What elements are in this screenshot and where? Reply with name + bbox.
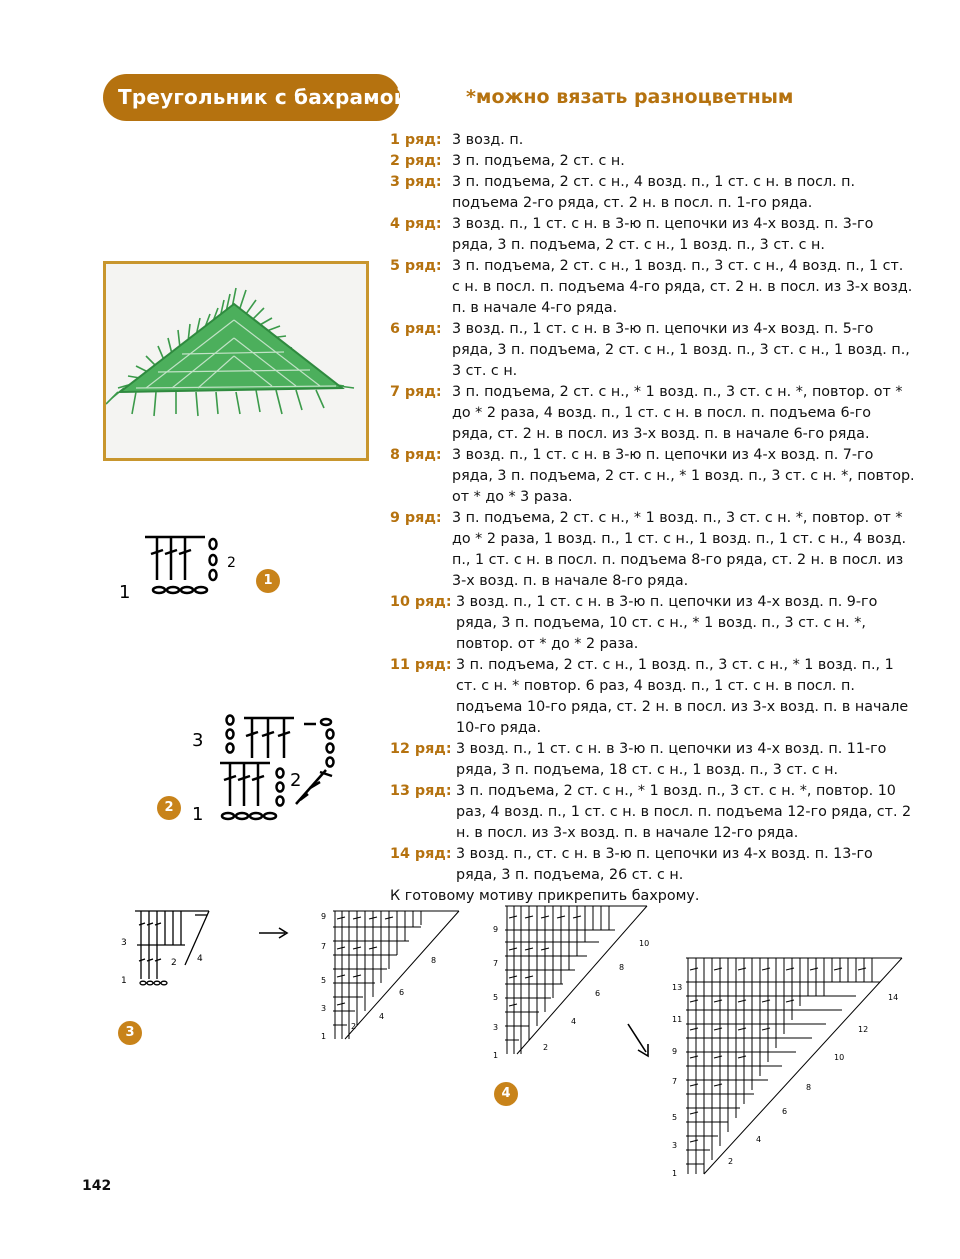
triangle-body [120, 304, 342, 392]
row-number: 1 [121, 976, 127, 986]
row-number: 3 [493, 1023, 499, 1032]
row-label: 7 ряд: [390, 384, 442, 400]
step-badge: 2 [157, 796, 181, 820]
row-number: 2 [227, 555, 236, 571]
chart-rows-1-14 [670, 952, 910, 1180]
row-number: 7 [672, 1077, 678, 1086]
row-number: 2 [171, 958, 177, 968]
row-text: 3 возд. п., ст. с н. в 3-ю п. цепочки из 4-х возд. п. 13-го ряда, 3 п. подъема, 26 ст. с н. [456, 846, 873, 883]
row-number: 10 [834, 1053, 845, 1062]
chart-rows-1-2 [115, 530, 245, 605]
crochet-triangle-image [106, 264, 366, 458]
row-number: 3 [121, 938, 127, 948]
row-text: 3 п. подъема, 2 ст. с н., * 1 возд. п., 3 ст. с н. *, повтор. от * до * 2 раза, 4 возд. п., 1 ст. с н. в посл. п. подъема 6-го ряда, ст. 2 н. в посл. из 3-х возд. п. в начале 6-го ряда. [452, 384, 903, 442]
fringe-bottom [132, 390, 324, 416]
row-instructions [390, 130, 915, 907]
row-number: 5 [321, 976, 327, 985]
row-instruction [390, 256, 915, 319]
row-instruction [390, 382, 915, 445]
row-instruction [390, 130, 915, 151]
row-number: 9 [493, 925, 499, 934]
row-label: 14 ряд: [390, 846, 452, 862]
row-text: 3 возд. п., 1 ст. с н. в 3-ю п. цепочки из 4-х возд. п. 9-го ряда, 3 п. подъема, 10 ст. с н., * 1 возд. п., 3 ст. с н. *, повтор. от * до * 2 раза. [456, 594, 878, 652]
row-number: 2 [543, 1043, 549, 1052]
product-photo [103, 261, 369, 461]
row-label: 13 ряд: [390, 783, 452, 799]
row-instruction [390, 781, 915, 844]
row-number: 1 [192, 804, 204, 825]
row-instruction [390, 151, 915, 172]
row-number: 5 [493, 993, 499, 1002]
section-title: Треугольник с бахрамой [103, 74, 400, 121]
step-badge: 1 [256, 569, 280, 593]
row-label: 12 ряд: [390, 741, 452, 757]
row-text: 3 возд. п. [452, 132, 524, 148]
row-number: 11 [672, 1015, 683, 1024]
row-number: 14 [888, 993, 899, 1002]
row-text: 3 п. подъема, 2 ст. с н., 1 возд. п., 3 ст. с н., 4 возд. п., 1 ст. с н. в посл. п. подъема 4-го ряда, ст. 2 н. в посл. из 3-х возд. п. в начале 4-го ряда. [452, 258, 913, 316]
row-number: 5 [672, 1113, 678, 1122]
row-instruction [390, 655, 915, 739]
arrow-right-icon [257, 925, 291, 941]
step-badge: 4 [494, 1082, 518, 1106]
row-number: 4 [379, 1012, 385, 1021]
row-label: 3 ряд: [390, 174, 442, 190]
row-label: 6 ряд: [390, 321, 442, 337]
row-label: 1 ряд: [390, 132, 442, 148]
row-text: 3 возд. п., 1 ст. с н. в 3-ю п. цепочки из 4-х возд. п. 5-го ряда, 3 п. подъема, 2 ст. с н., 1 возд. п., 3 ст. с н., 1 возд. п., 3 ст. с н. [452, 321, 910, 379]
row-instruction [390, 844, 915, 886]
row-text: 3 п. подъема, 2 ст. с н., * 1 возд. п., 3 ст. с н. *, повтор. от * до * 2 раза, 1 возд. п., 1 ст. с н., 1 возд. п., 1 ст. с н., 4 возд. п., 1 ст. с н. в посл. п. подъема 8-го ряда, ст. 2 н. в посл. из 3-х возд. п. в начале 8-го ряда. [452, 510, 906, 589]
row-text: 3 п. подъема, 2 ст. с н., * 1 возд. п., 3 ст. с н. *, повтор. 10 раз, 4 возд. п., 1 ст. с н. в посл. п. подъема 12-го ряда, ст. 2 н. в посл. из 3-х возд. п. в начале 12-го ряда. [456, 783, 912, 841]
row-label: 2 ряд: [390, 153, 442, 169]
row-instruction [390, 739, 915, 781]
row-text: 3 п. подъема, 2 ст. с н., 1 возд. п., 3 ст. с н., * 1 возд. п., 1 ст. с н. * повтор. 6 раз, 4 возд. п., 1 ст. с н. в посл. п. подъема 10-го ряда, ст. 2 н. в посл. из 3-х возд. п. в начале 10-го ряда. [456, 657, 909, 736]
row-number: 8 [806, 1083, 812, 1092]
row-number: 7 [493, 959, 499, 968]
row-text: 3 возд. п., 1 ст. с н. в 3-ю п. цепочки из 4-х возд. п. 11-го ряда, 3 п. подъема, 18 ст. с н., 1 возд. п., 3 ст. с н. [456, 741, 887, 778]
chart-small-rows-1-4 [115, 905, 215, 990]
row-number: 2 [728, 1157, 734, 1166]
row-number: 2 [351, 1022, 357, 1031]
chart-rows-1-4 [186, 708, 346, 828]
step-badge: 3 [118, 1021, 142, 1045]
row-number: 6 [399, 988, 405, 997]
row-instruction [390, 445, 915, 508]
row-number: 3 [672, 1141, 678, 1150]
row-label: 9 ряд: [390, 510, 442, 526]
row-number: 3 [192, 730, 204, 751]
row-number: 9 [321, 912, 327, 921]
row-label: 8 ряд: [390, 447, 442, 463]
row-number: 2 [290, 770, 302, 791]
row-number: 1 [672, 1169, 678, 1178]
row-number: 1 [321, 1032, 327, 1041]
subtitle-note: *можно вязать разноцветным [466, 86, 794, 108]
row-number: 4 [756, 1135, 762, 1144]
row-number: 8 [619, 963, 625, 972]
row-number: 1 [493, 1051, 499, 1060]
row-number: 4 [197, 954, 203, 964]
row-label: 10 ряд: [390, 594, 452, 610]
row-label: 5 ряд: [390, 258, 442, 274]
row-number: 10 [639, 939, 650, 948]
row-text: 3 возд. п., 1 ст. с н. в 3-ю п. цепочки из 4-х возд. п. 7-го ряда, 3 п. подъема, 2 ст. с н., * 1 возд. п., 3 ст. с н. *, повтор. от * до * 3 раза. [452, 447, 915, 505]
row-number: 1 [119, 582, 131, 603]
arrow-down-right-icon [624, 1020, 654, 1060]
row-number: 9 [672, 1047, 678, 1056]
row-number: 3 [321, 1004, 327, 1013]
closing-note: К готовому мотиву прикрепить бахрому. [390, 888, 700, 904]
row-number: 13 [672, 983, 683, 992]
row-text: 3 возд. п., 1 ст. с н. в 3-ю п. цепочки из 4-х возд. п. 3-го ряда, 3 п. подъема, 2 ст. с н., 1 возд. п., 3 ст. с н. [452, 216, 874, 253]
row-instruction [390, 508, 915, 592]
row-text: 3 п. подъема, 2 ст. с н. [452, 153, 625, 169]
row-text: 3 п. подъема, 2 ст. с н., 4 возд. п., 1 ст. с н. в посл. п. подъема 2-го ряда, ст. 2 н. в посл. п. 1-го ряда. [452, 174, 856, 211]
row-number: 12 [858, 1025, 869, 1034]
row-number: 8 [431, 956, 437, 965]
row-number: 4 [571, 1017, 577, 1026]
row-label: 4 ряд: [390, 216, 442, 232]
row-instruction [390, 319, 915, 382]
row-instruction [390, 172, 915, 214]
row-instruction [390, 214, 915, 256]
chart-rows-1-9 [315, 905, 465, 1045]
row-instruction [390, 592, 915, 655]
row-number: 7 [321, 942, 327, 951]
row-number: 6 [782, 1107, 788, 1116]
row-number: 6 [595, 989, 601, 998]
row-label: 11 ряд: [390, 657, 452, 673]
page-number: 142 [82, 1178, 112, 1194]
